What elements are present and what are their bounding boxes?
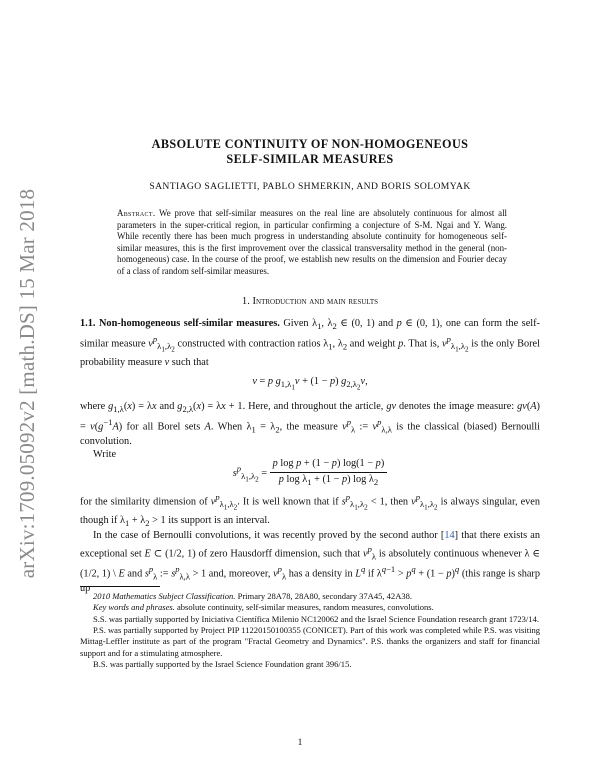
body-paragraph-4: In the case of Bernoulli convolutions, it was recently proved by the second author [14] that there exists an exceptional set E ⊂ (1/2, 1) of zero Hausdorff dimension, such that $\nu^p_\lambda$ is absolutely continuous whenever λ ∈ (1/2, 1) \ E and $s^p_\lambda$ := $s^p_{\lambda,\lambda} > 1$ and, moreover, $\nu^p_\lambda$ has a density in $L^q$ if $\lambda^{q-1} > p^q + (1 - p)^q$ (this range is sharp up bbox=[80, 529, 541, 595]
arxiv-stamp bbox=[8, 168, 48, 598]
keywords-text: absolute continuity, self-similar measures, random measures, convolutions. bbox=[176, 602, 434, 613]
author-list: SANTIAGO SAGLIETTI, PABLO SHMERKIN, AND BORIS SOLOMYAK bbox=[149, 181, 471, 192]
footnote-ps: P.S. was partially supported by Project PIP 11220150100355 (CONICET). Part of this work was completed while P.S. was visiting Mittag-Leffler institute as part of the program "Fractal Geometry and Dynamics". P.S. thanks the organizers and staff for financial support and for a stimulating atmosphere. bbox=[80, 625, 540, 658]
subsection-number: 1.1. bbox=[80, 318, 96, 329]
msc-label: 2010 Mathematics Subject Classification. bbox=[93, 591, 236, 601]
arxiv-stamp-text: arXiv:1709.05092v2 [math.DS] 15 Mar 2018 bbox=[15, 188, 40, 578]
footnote-keywords bbox=[80, 602, 540, 613]
msc-text: Primary 28A78, 28A80, secondary 37A45, 42A38. bbox=[237, 591, 413, 601]
body-text bbox=[80, 318, 540, 596]
body-paragraph-2: where $g_{1,\lambda}(x) = \lambda x$ and $g_{2,\lambda}(x) = \lambda x + 1$. Here, and throughout the article, gν denotes the image measure: $g\nu(A) = \nu(g^{-1}A)$ for all Borel sets A. When $\lambda_1 = \lambda_2$, the measure $\nu^p_\lambda$ := $\nu^p_{\lambda,\lambda}$ is the classical (biased) Bernoulli convolution. bbox=[80, 400, 540, 447]
subsection-title: Non-homogeneous self-similar measures. bbox=[98, 318, 280, 329]
abstract-text: We prove that self-similar measures on the real line are absolutely continuous for almost all parameters in the super-critical region, in particular confirming a conjecture of S-M. Ngai and Y. Wang. While recently there has been much progress in understanding absolute continuity for homogeneous self-similar measures, this is the first improvement over the classical transversality method in the general (non-homogeneous) case. In the course of the proof, we establish new results on the dimension and Fourier decay of a class of random self-similar measures. bbox=[117, 208, 508, 276]
equation-self-similar: ν = p $g_{1,\lambda_1}\nu + (1 - p)$ $g_{2,\lambda_2}\nu$, bbox=[252, 375, 368, 392]
citation-link[interactable]: 14 bbox=[444, 529, 455, 541]
title-line-2: SELF-SIMILAR MEASURES bbox=[226, 152, 394, 166]
abstract-label: Abstract. bbox=[117, 208, 156, 218]
page-number: 1 bbox=[297, 738, 303, 748]
footnote-msc bbox=[80, 591, 540, 602]
section-heading bbox=[80, 296, 540, 307]
equation-similarity-dimension: $s^p_{\lambda_1,\lambda_2}$ = $\frac{\text{p log p + (1 − p) log(1 − p)}}{p \log \lambda_1 + (1 - p) \log \lambda_2}$ bbox=[80, 458, 540, 489]
section-number: 1. bbox=[241, 296, 250, 307]
body-paragraph-3: for the similarity dimension of $\nu^p_{\lambda_1,\lambda_2}$. It is well known that if $s^p_{\lambda_1,\lambda_2} < 1$, then $\nu^p_{\lambda_1,\lambda_2}$ is always singular, even though if $\lambda_1 + \lambda_2 > 1$ its support is an interval. bbox=[80, 491, 541, 528]
paper-title bbox=[100, 137, 520, 167]
keywords-label: Key words and phrases. bbox=[93, 602, 175, 613]
footnote-bs: B.S. was partially supported by the Israel Science Foundation grant 396/15. bbox=[93, 659, 352, 670]
section-title: Introduction and main results bbox=[252, 296, 379, 307]
footnote-ss: S.S. was partially supported by Iniciativa Científica Milenio NC120062 and the Israel Science Foundation research grant 1723/14. bbox=[93, 613, 539, 624]
footnotes bbox=[80, 591, 540, 670]
abstract bbox=[117, 208, 507, 278]
write-line: Write bbox=[93, 448, 117, 460]
footnote-divider bbox=[80, 586, 160, 587]
title-line-1: ABSOLUTE CONTINUITY OF NON-HOMOGENEOUS bbox=[151, 137, 469, 151]
body-paragraph-1: 1.1. Non-homogeneous self-similar measures. Given $\lambda_1$, $\lambda_2$ ∈ (0, 1) and p ∈ (0, 1), one can form the self-similar measure $\nu^p_{\lambda_1,\lambda_2}$ constructed with contraction ratios $\lambda_1$, $\lambda_2$ and weight p. That is, $\nu^p_{\lambda_1,\lambda_2}$ is the only Borel probability measure ν such that bbox=[80, 318, 540, 369]
